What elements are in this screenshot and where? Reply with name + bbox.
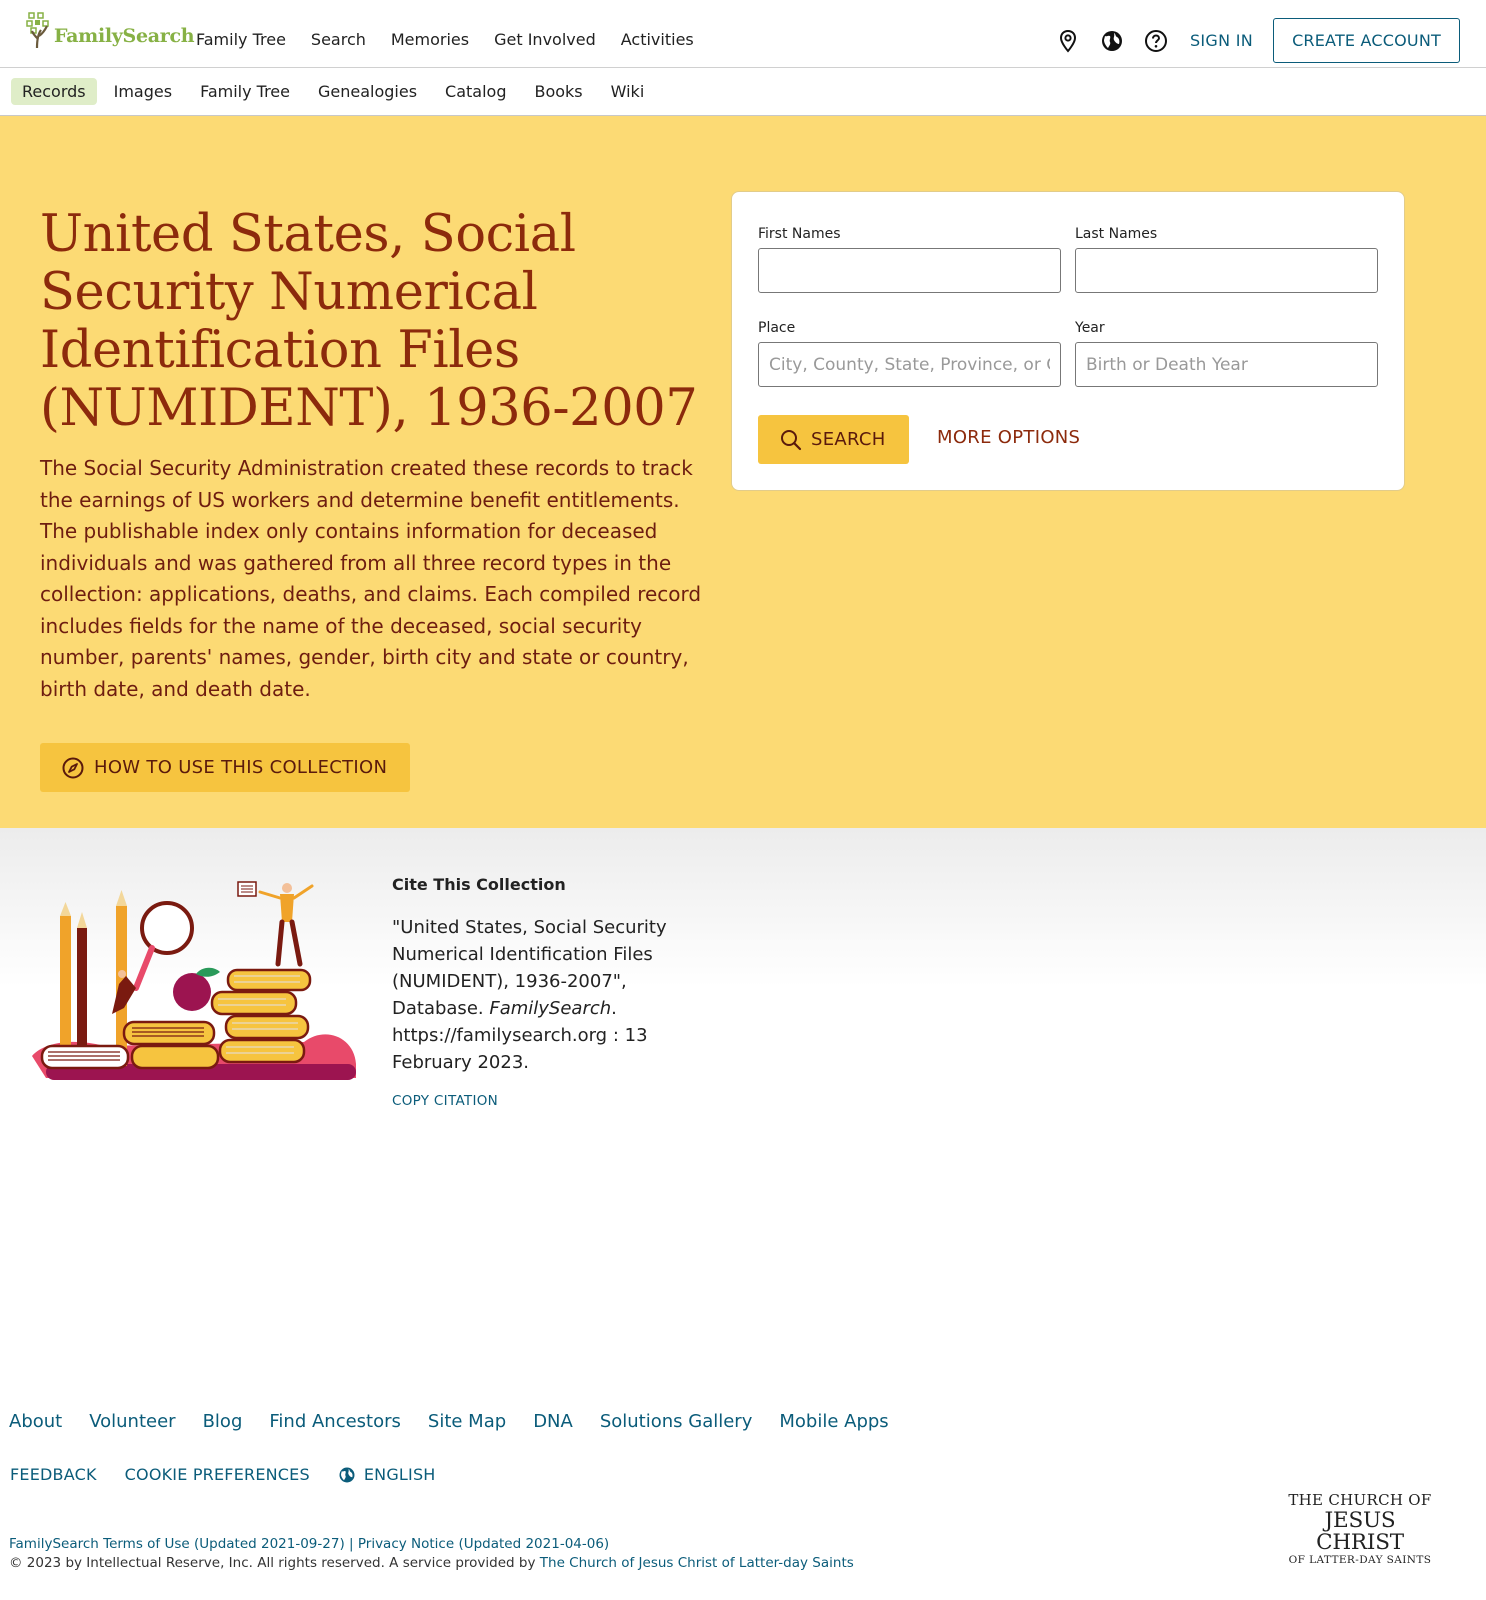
search-button-label: SEARCH xyxy=(811,429,886,450)
records-subnav xyxy=(0,68,1486,116)
nav-search[interactable]: Search xyxy=(310,30,366,49)
language-selector[interactable] xyxy=(338,1465,464,1484)
top-header xyxy=(0,0,1486,68)
nav-get-involved[interactable]: Get Involved xyxy=(494,30,596,49)
collection-description: The Social Security Administration created these records to track the earnings of US workers and determine benefit entitlements. The publishable index only contains information for deceased individuals and was gathered from all three record types in the collection: applications, deaths, and claims. Each compiled record includes fields for the name of the deceased, social security number, parents' names, gender, birth city and state or country, birth date, and death date. xyxy=(40,456,702,701)
globe-icon[interactable] xyxy=(1100,29,1124,53)
familysearch-logo[interactable] xyxy=(26,12,194,50)
tab-wiki[interactable]: Wiki xyxy=(610,82,645,101)
tab-images[interactable]: Images xyxy=(113,82,173,101)
legal-separator: | xyxy=(349,1536,358,1552)
nav-activities[interactable]: Activities xyxy=(620,30,694,49)
books-illustration xyxy=(24,866,374,1096)
last-names-label: Last Names xyxy=(1075,226,1158,242)
footer-link-site-map[interactable]: Site Map xyxy=(427,1411,507,1432)
how-to-use-label: HOW TO USE THIS COLLECTION xyxy=(94,757,388,778)
church-logo-line3: OF LATTER-DAY SAINTS xyxy=(1288,1554,1432,1566)
legal-links xyxy=(9,1536,609,1552)
place-label: Place xyxy=(758,320,796,336)
last-names-input[interactable] xyxy=(1075,248,1378,293)
collection-hero xyxy=(0,116,1486,828)
citation-text-part1: "United States, Social Security Numerical Identification Files (NUMIDENT), 1936-2007", Database. xyxy=(392,917,667,1019)
first-names-label: First Names xyxy=(758,226,841,242)
main-nav xyxy=(196,30,719,49)
header-actions xyxy=(1036,18,1460,63)
year-input[interactable] xyxy=(1075,342,1378,387)
copy-citation-link[interactable]: COPY CITATION xyxy=(392,1093,499,1109)
sign-in-link[interactable]: SIGN IN xyxy=(1189,31,1254,50)
copyright-notice xyxy=(9,1555,854,1571)
how-to-use-button[interactable] xyxy=(40,743,410,792)
church-logo-line2: JESUS CHRIST xyxy=(1316,1508,1404,1555)
language-label: ENGLISH xyxy=(363,1465,436,1484)
create-account-button[interactable]: CREATE ACCOUNT xyxy=(1273,18,1460,63)
first-names-input[interactable] xyxy=(758,248,1061,293)
church-logo[interactable] xyxy=(1284,1493,1436,1566)
church-logo-line1: THE CHURCH OF xyxy=(1288,1491,1432,1509)
tab-books[interactable]: Books xyxy=(534,82,583,101)
logo-text: FamilySearch xyxy=(54,25,195,47)
cookie-preferences-link[interactable]: COOKIE PREFERENCES xyxy=(124,1465,310,1484)
footer-nav xyxy=(9,1411,916,1432)
church-link[interactable]: The Church of Jesus Christ of Latter-day Saints xyxy=(539,1555,854,1571)
footer-link-volunteer[interactable]: Volunteer xyxy=(89,1411,176,1432)
nav-memories[interactable]: Memories xyxy=(390,30,470,49)
terms-of-use-link[interactable]: FamilySearch Terms of Use (Updated 2021-09-27) xyxy=(9,1536,345,1552)
location-pin-icon[interactable] xyxy=(1056,29,1080,53)
citation-text-part2: . https://familysearch.org : 13 February 2023. xyxy=(392,998,648,1073)
citation-site-name: FamilySearch xyxy=(489,998,612,1019)
cite-section xyxy=(0,828,1486,1118)
footer-link-about[interactable]: About xyxy=(9,1411,63,1432)
compass-icon xyxy=(62,757,84,779)
place-input[interactable] xyxy=(758,342,1061,387)
nav-family-tree[interactable]: Family Tree xyxy=(196,30,286,49)
tab-family-tree[interactable]: Family Tree xyxy=(200,82,290,101)
citation-text xyxy=(392,914,692,1076)
footer-link-mobile-apps[interactable]: Mobile Apps xyxy=(779,1411,889,1432)
privacy-notice-link[interactable]: Privacy Notice (Updated 2021-04-06) xyxy=(357,1536,610,1552)
copyright-text: © 2023 by Intellectual Reserve, Inc. All rights reserved. A service provided by xyxy=(9,1555,540,1571)
page-title: United States, Social Security Numerical Identification Files (NUMIDENT), 1936-2007 xyxy=(40,205,698,438)
tab-genealogies[interactable]: Genealogies xyxy=(317,82,418,101)
help-icon[interactable] xyxy=(1144,29,1168,53)
year-label: Year xyxy=(1075,320,1105,336)
footer-link-blog[interactable]: Blog xyxy=(202,1411,243,1432)
tab-catalog[interactable]: Catalog xyxy=(445,82,507,101)
search-button[interactable] xyxy=(758,415,909,464)
search-form xyxy=(731,191,1405,491)
globe-icon xyxy=(338,1466,356,1484)
footer-link-find-ancestors[interactable]: Find Ancestors xyxy=(269,1411,401,1432)
logo-tree-icon xyxy=(26,12,54,50)
cite-title: Cite This Collection xyxy=(392,875,566,894)
footer-link-solutions-gallery[interactable]: Solutions Gallery xyxy=(599,1411,753,1432)
search-icon xyxy=(780,429,802,451)
tab-records[interactable]: Records xyxy=(11,78,97,105)
more-options-link[interactable]: MORE OPTIONS xyxy=(937,427,1081,448)
footer-link-dna[interactable]: DNA xyxy=(533,1411,573,1432)
feedback-link[interactable]: FEEDBACK xyxy=(10,1465,97,1484)
footer-secondary xyxy=(10,1465,464,1484)
